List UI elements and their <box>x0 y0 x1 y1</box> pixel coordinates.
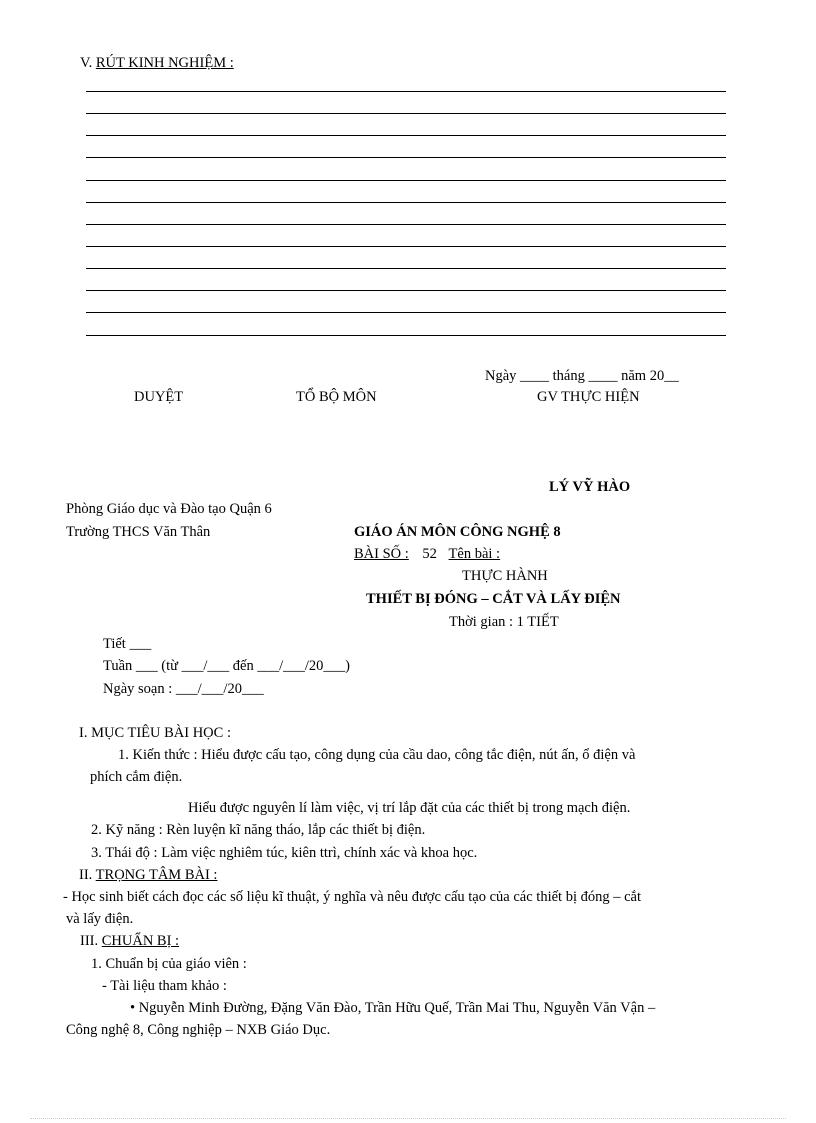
section-iii-heading <box>80 934 179 949</box>
note-line <box>86 91 726 92</box>
knowledge-line-2: phích cắm điện. <box>90 769 183 785</box>
signature-teacher: GV THỰC HIỆN <box>537 389 640 405</box>
reference-item-line-1 <box>130 1001 655 1016</box>
note-line <box>86 135 726 136</box>
lesson-number-value: 52 <box>422 546 437 562</box>
note-line <box>86 312 726 313</box>
section-ii-title: TRỌNG TÂM BÀI : <box>95 867 218 883</box>
note-line <box>86 246 726 247</box>
lesson-type: THỰC HÀNH <box>462 568 548 584</box>
office-name: Phòng Giáo dục và Đào tạo Quận 6 <box>66 501 272 517</box>
teacher-prep-line: 1. Chuẩn bị của giáo viên : <box>91 956 247 972</box>
lesson-number-label: BÀI SỐ : <box>354 546 409 562</box>
note-line <box>86 113 726 114</box>
note-line <box>86 157 726 158</box>
week-line: Tuần ___ (từ ___/___ đến ___/___/20___) <box>103 658 350 674</box>
section-v-title: RÚT KINH NGHIỆM : <box>95 55 234 71</box>
note-line <box>86 290 726 291</box>
section-ii-heading <box>79 868 217 883</box>
bullet-icon: • <box>130 1000 136 1016</box>
period-line: Tiết ___ <box>103 636 152 652</box>
teacher-name: LÝ VỸ HÀO <box>549 479 631 495</box>
prepared-date-line: Ngày soạn : ___/___/20___ <box>103 681 264 697</box>
reference-label: - Tài liệu tham khảo : <box>102 978 227 994</box>
section-i-title: I. MỤC TIÊU BÀI HỌC : <box>79 725 231 741</box>
attitude-line: 3. Thái độ : Làm việc nghiêm túc, kiên ttrì, chính xác và khoa học. <box>91 845 478 861</box>
section-v-heading <box>80 56 234 71</box>
focus-line-1: - Học sinh biết cách đọc các số liệu kĩ thuật, ý nghĩa và nêu được cấu tạo của các thiết bị đóng – cắt <box>63 889 641 905</box>
note-line <box>86 224 726 225</box>
reference-item-line-2: Công nghệ 8, Công nghiệp – NXB Giáo Dục. <box>66 1022 331 1038</box>
lesson-number-line <box>354 547 500 562</box>
knowledge-line-3: Hiểu được nguyên lí làm việc, vị trí lắp đặt của các thiết bị trong mạch điện. <box>188 800 631 816</box>
lesson-duration: Thời gian : 1 TIẾT <box>449 614 559 630</box>
signature-approve: DUYỆT <box>134 389 184 405</box>
note-line <box>86 335 726 336</box>
school-name: Trường THCS Văn Thân <box>66 524 211 540</box>
skill-line: 2. Kỹ năng : Rèn luyện kĩ năng tháo, lắp các thiết bị điện. <box>91 822 426 838</box>
knowledge-line-1: 1. Kiến thức : Hiểu được cấu tạo, công dụng của cầu dao, công tắc điện, nút ấn, ổ điện và <box>118 747 636 763</box>
note-line <box>86 180 726 181</box>
note-line <box>86 268 726 269</box>
section-iii-title: CHUẨN BỊ : <box>101 933 180 949</box>
focus-line-2: và lấy điện. <box>66 911 134 927</box>
note-line <box>86 202 726 203</box>
section-iii-number: III. <box>80 933 99 949</box>
reference-item-text: Nguyễn Minh Đường, Đặng Văn Đào, Trần Hữu Quế, Trần Mai Thu, Nguyễn Văn Vận – <box>138 1000 656 1016</box>
signature-department: TỔ BỘ MÔN <box>296 389 377 405</box>
section-ii-number: II. <box>79 867 93 883</box>
lesson-name-label: Tên bài : <box>448 546 501 562</box>
lesson-plan-title: GIÁO ÁN MÔN CÔNG NGHỆ 8 <box>354 524 561 540</box>
page-bottom-divider <box>30 1118 786 1119</box>
date-line: Ngày ____ tháng ____ năm 20__ <box>485 368 679 384</box>
section-v-number: V. <box>80 55 93 71</box>
lesson-name: THIẾT BỊ ĐÓNG – CẮT VÀ LẤY ĐIỆN <box>366 591 621 607</box>
